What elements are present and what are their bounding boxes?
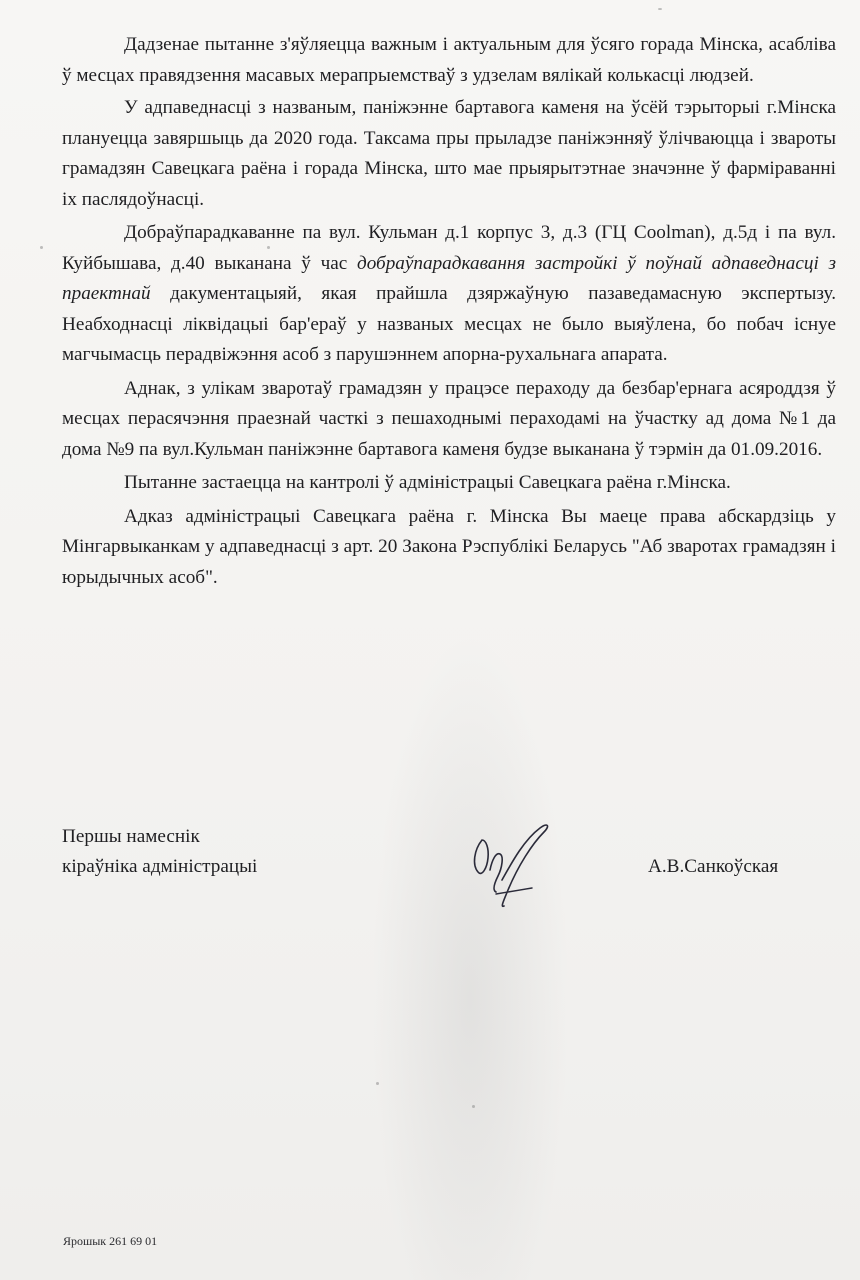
paragraph-text-start: Добраўпарадкаванне па вул. Кульман д.1 корпус 3, д.3 (ГЦ Coolman), д.5д і па вул. Куйбышава, д.40 выканана ў час xyxy=(62,222,836,274)
scan-speck xyxy=(658,8,662,10)
scan-speck xyxy=(376,1082,379,1085)
paragraph-control xyxy=(62,468,836,499)
paragraph-appeal-rights xyxy=(62,502,836,594)
signatory-name: А.В.Санкоўская xyxy=(648,856,779,877)
signatory-title xyxy=(62,822,257,882)
paragraph-curb-plan xyxy=(62,93,836,215)
paragraph-text-italic: добраўпарадкавання застройкі ў поўнай адпаведнасці з праектнай xyxy=(62,252,837,304)
paragraph-text-end: дакументацыяй, якая прайшла дзяржаўную пазаведамасную экспертызу. Неабходнасці ліквідацыі бар'ераў у названых месцах не было выяўлена, бо побач існуе магчымасць перадвіжэння асоб з парушэннем апорна-рухальнага апарата. xyxy=(62,283,836,365)
paragraph-text: У адпаведнасці з названым, паніжэнне бартавога каменя на ўсёй тэрыторыі г.Мінска плануецца завяршыць да 2020 года. Таксама пры прыладзе паніжэнняў ўлічваюцца і звароты грамадзян Савецкага раёна і горада Мінска, што мае прыярытэтнае значэнне ў фарміраванні іх паслядоўнасці. xyxy=(62,97,836,210)
paragraph-deadline xyxy=(62,374,836,466)
signature-block xyxy=(62,822,822,902)
paragraph-text: Пытанне застаецца на кантролі ў адміністрацыі Савецкага раёна г.Мінска. xyxy=(124,472,731,493)
paragraph-kulman-street xyxy=(62,218,836,371)
signatory-title-line2: кіраўніка адміністрацыі xyxy=(62,856,258,877)
scan-speck xyxy=(472,1105,475,1108)
paragraph-text: Адказ адміністрацыі Савецкага раёна г. Мінска Вы маеце права абскардзіць у Мінгарвыканкам у адпаведнасці з арт. 20 Закона Рэспублікі Беларусь "Аб зваротах грамадзян і юрыдычных асоб". xyxy=(62,505,836,588)
scan-speck xyxy=(40,246,43,249)
executor-contact: Ярошык 261 69 01 xyxy=(63,1234,158,1248)
letter-body xyxy=(62,30,836,593)
paragraph-text: Дадзенае пытанне з'яўляецца важным і актуальным для ўсяго горада Мінска, асабліва ў месцах правядзення масавых мерапрыемстваў з удзелам вялікай колькасці людзей. xyxy=(62,34,836,86)
paragraph-text: Аднак, з улікам зваротаў грамадзян у працэсе пераходу да безбар'ернага асяроддзя ў месцах перасячэння праезнай часткі з пешаходнымі пераходамі на ўчастку ад дома №1 да дома №9 па вул.Кульман паніжэнне бартавога каменя будзе выканана ў тэрмін да 01.09.2016. xyxy=(62,377,836,460)
signatory-title-line1: Першы намеснік xyxy=(62,826,200,847)
handwritten-signature-icon xyxy=(452,810,562,920)
paragraph-importance xyxy=(62,30,836,91)
